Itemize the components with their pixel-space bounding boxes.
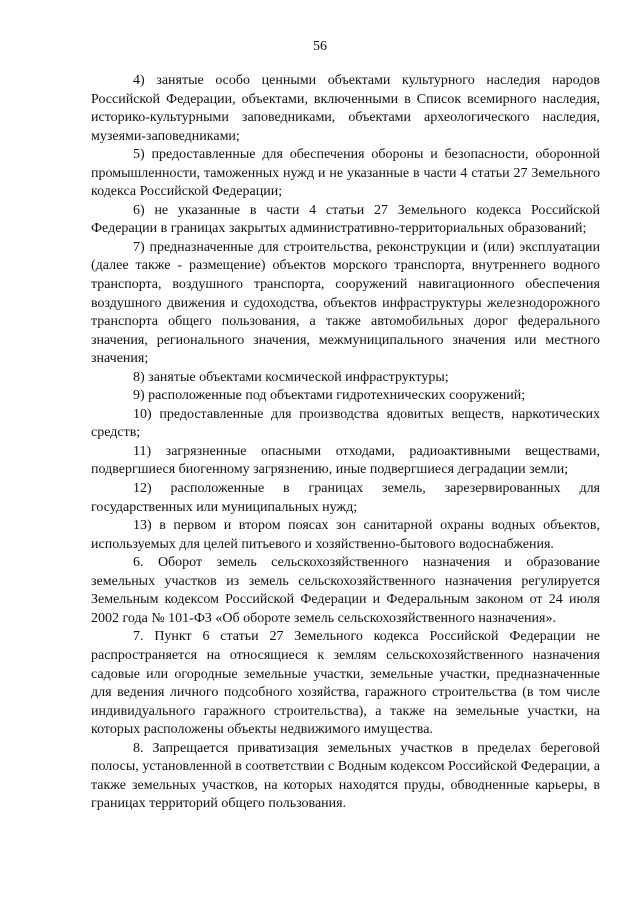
paragraph: 12) расположенные в границах земель, зарезервированных для государственных или муниципальных нужд; [91, 481, 600, 515]
paragraph: 7) предназначенные для строительства, реконструкции и (или) эксплуатации (далее также - размещение) объектов морского транспорта, внутреннего водного транспорта, воздушного транспорта, сооружений навигационного обеспечения воздушного движения и судоходства, объектов инфраструктуры железнодорожного транспорта общего пользования, а также автомобильных дорог федерального значения, регионального значения, межмуниципального значения или местного значения; [91, 239, 600, 367]
paragraph: 13) в первом и втором поясах зон санитарной охраны водных объектов, используемых для целей питьевого и хозяйственно-бытового водоснабжения. [91, 518, 600, 552]
page-number: 56 [313, 39, 327, 54]
paragraph: 10) предоставленные для производства ядовитых веществ, наркотических средств; [91, 406, 600, 441]
document-body [91, 72, 600, 814]
paragraph: 5) предоставленные для обеспечения обороны и безопасности, оборонной промышленности, таможенных нужд и не указанные в части 4 статьи 27 Земельного кодекса Российской Федерации; [91, 147, 600, 200]
paragraph: 11) загрязненные опасными отходами, радиоактивными веществами, подвергшиеся биогенному загрязнению, иные подвергшиеся деградации земли; [91, 443, 600, 478]
paragraph: 8) занятые объектами космической инфраструктуры; [133, 369, 449, 385]
paragraph: 4) занятые особо ценными объектами культурного наследия народов Российской Федерации, объектами, включенными в Список всемирного наследия, историко-культурными заповедниками, объектами археологического наследия, музеями-заповедниками; [91, 73, 600, 144]
paragraph: 6) не указанные в части 4 статьи 27 Земельного кодекса Российской Федерации в границах закрытых административно-территориальных образований; [91, 202, 600, 237]
paragraph: 6. Оборот земель сельскохозяйственного назначения и образование земельных участков из земель сельскохозяйственного назначения регулируется Земельным кодексом Российской Федерации и Федеральным законом от 24 июля 2002 года № 101-ФЗ «Об обороте земель сельскохозяйственного назначения». [91, 555, 600, 626]
paragraph: 9) расположенные под объектами гидротехнических сооружений; [133, 388, 526, 404]
paragraph: 7. Пункт 6 статьи 27 Земельного кодекса Российской Федерации не распространяется на относящиеся к землям сельскохозяйственного назначения садовые или огородные земельные участки, земельные участки, предназначенные для ведения личного подсобного хозяйства, гаражного строительства (в том числе индивидуального гаражного строительства), а также на земельные участки, на которых расположены объекты недвижимого имущества. [91, 629, 600, 738]
paragraph: 8. Запрещается приватизация земельных участков в пределах береговой полосы, установленной в соответствии с Водным кодексом Российской Федерации, а также земельных участков, на которых находятся пруды, обводненные карьеры, в границах территорий общего пользования. [91, 740, 600, 812]
